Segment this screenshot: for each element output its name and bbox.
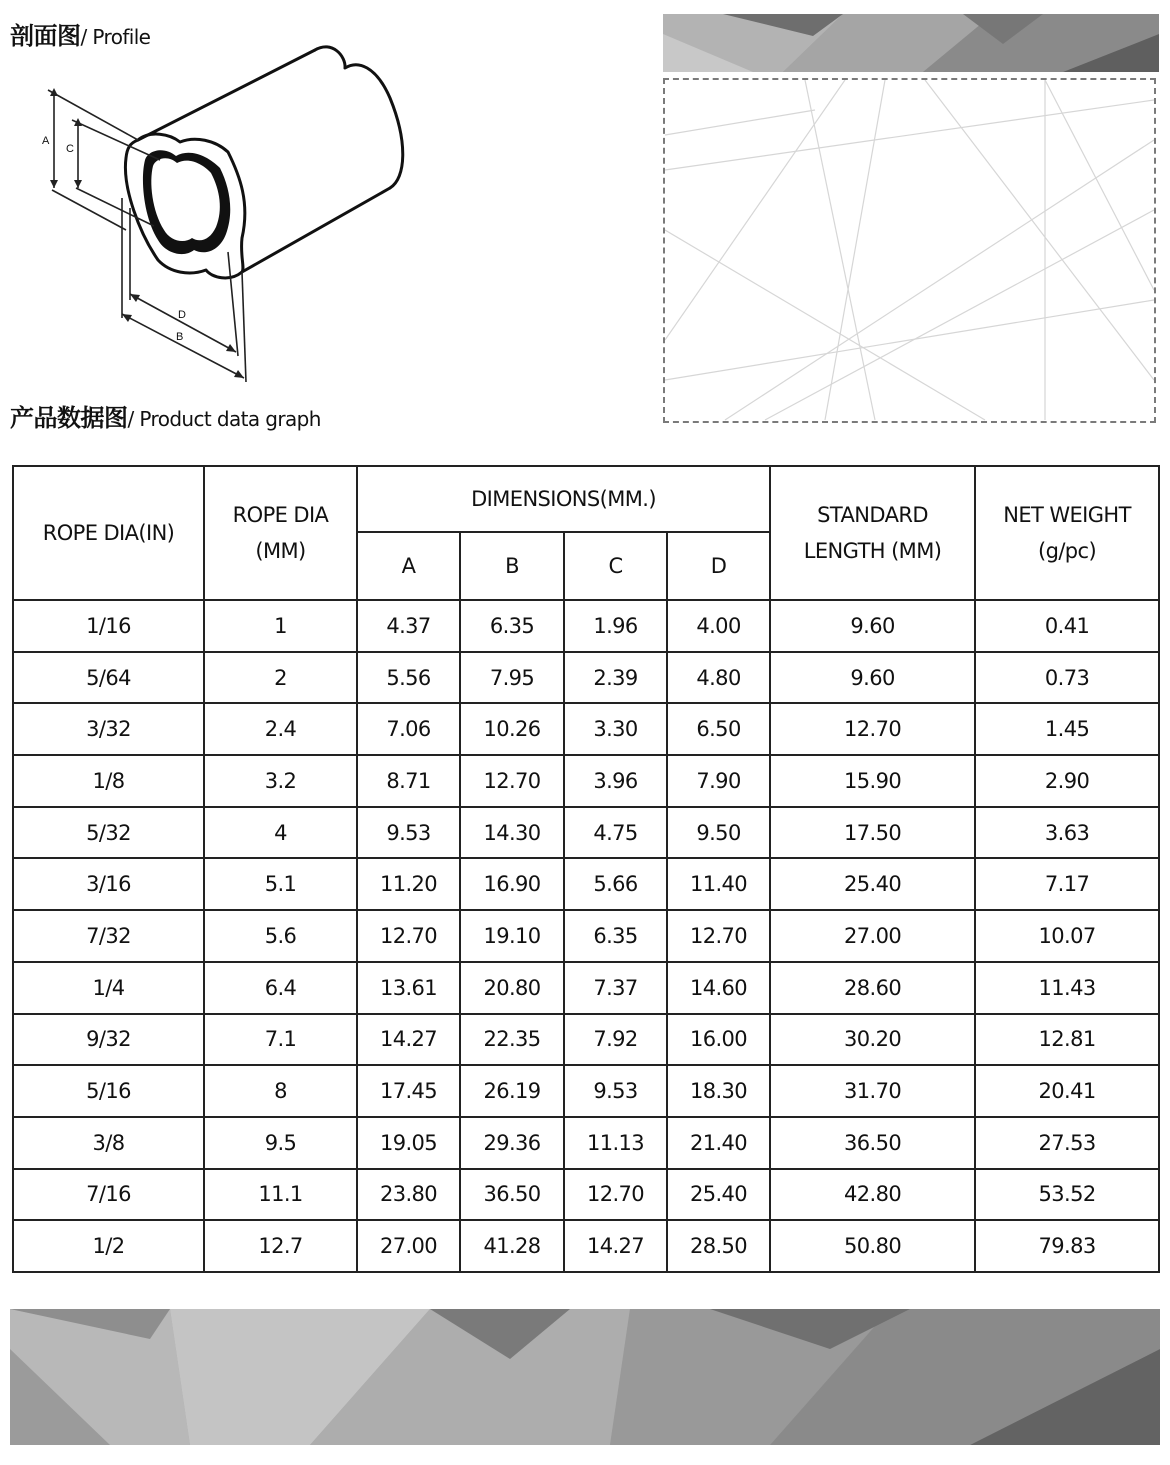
header-dimensions: DIMENSIONS(MM.) bbox=[357, 466, 770, 532]
cell-rope-dia-in: 7/32 bbox=[13, 910, 204, 962]
table-row bbox=[13, 1014, 1159, 1066]
cell-dim-a: 5.56 bbox=[357, 652, 460, 704]
profile-heading-en: / Profile bbox=[80, 25, 151, 49]
cell-dim-c: 3.30 bbox=[564, 703, 667, 755]
table-row bbox=[13, 858, 1159, 910]
cell-dim-d: 16.00 bbox=[667, 1014, 770, 1066]
cell-rope-dia-mm: 4 bbox=[204, 807, 357, 859]
header-dim-d: D bbox=[667, 532, 770, 600]
table-body bbox=[13, 600, 1159, 1272]
cell-rope-dia-in: 1/16 bbox=[13, 600, 204, 652]
cell-dim-c: 9.53 bbox=[564, 1065, 667, 1117]
cell-rope-dia-mm: 11.1 bbox=[204, 1169, 357, 1221]
cell-dim-d: 18.30 bbox=[667, 1065, 770, 1117]
table-row bbox=[13, 962, 1159, 1014]
cell-net-weight: 2.90 bbox=[975, 755, 1159, 807]
line-pattern-graphic bbox=[665, 80, 1154, 421]
decorative-banner-bottom bbox=[10, 1309, 1160, 1445]
cell-standard-length: 28.60 bbox=[770, 962, 975, 1014]
cell-net-weight: 3.63 bbox=[975, 807, 1159, 859]
cell-net-weight: 0.73 bbox=[975, 652, 1159, 704]
cell-dim-a: 23.80 bbox=[357, 1169, 460, 1221]
cell-rope-dia-mm: 5.1 bbox=[204, 858, 357, 910]
cell-dim-c: 6.35 bbox=[564, 910, 667, 962]
cell-dim-b: 20.80 bbox=[460, 962, 564, 1014]
cell-dim-d: 21.40 bbox=[667, 1117, 770, 1169]
diagram-label-d: D bbox=[178, 309, 186, 321]
cell-standard-length: 30.20 bbox=[770, 1014, 975, 1066]
cell-net-weight: 0.41 bbox=[975, 600, 1159, 652]
cell-dim-a: 7.06 bbox=[357, 703, 460, 755]
cell-net-weight: 53.52 bbox=[975, 1169, 1159, 1221]
cell-dim-b: 7.95 bbox=[460, 652, 564, 704]
cell-dim-d: 14.60 bbox=[667, 962, 770, 1014]
cell-standard-length: 9.60 bbox=[770, 652, 975, 704]
cell-rope-dia-mm: 6.4 bbox=[204, 962, 357, 1014]
cell-dim-a: 13.61 bbox=[357, 962, 460, 1014]
cell-rope-dia-mm: 5.6 bbox=[204, 910, 357, 962]
table-row bbox=[13, 1169, 1159, 1221]
cell-rope-dia-mm: 8 bbox=[204, 1065, 357, 1117]
cell-standard-length: 12.70 bbox=[770, 703, 975, 755]
cell-net-weight: 27.53 bbox=[975, 1117, 1159, 1169]
cell-rope-dia-in: 3/8 bbox=[13, 1117, 204, 1169]
cell-net-weight: 7.17 bbox=[975, 858, 1159, 910]
table-header bbox=[13, 466, 1159, 600]
cell-dim-d: 4.80 bbox=[667, 652, 770, 704]
cell-dim-d: 6.50 bbox=[667, 703, 770, 755]
sleeve-profile-diagram bbox=[30, 38, 430, 388]
cell-standard-length: 50.80 bbox=[770, 1220, 975, 1272]
cell-dim-c: 7.92 bbox=[564, 1014, 667, 1066]
cell-dim-a: 17.45 bbox=[357, 1065, 460, 1117]
cell-rope-dia-mm: 1 bbox=[204, 600, 357, 652]
header-standard-length: STANDARD LENGTH (MM) bbox=[770, 466, 975, 600]
cell-net-weight: 10.07 bbox=[975, 910, 1159, 962]
cell-standard-length: 27.00 bbox=[770, 910, 975, 962]
cell-net-weight: 20.41 bbox=[975, 1065, 1159, 1117]
header-rope-dia-mm: ROPE DIA (MM) bbox=[204, 466, 357, 600]
cell-dim-a: 27.00 bbox=[357, 1220, 460, 1272]
table-row bbox=[13, 1117, 1159, 1169]
cell-net-weight: 12.81 bbox=[975, 1014, 1159, 1066]
cell-dim-b: 14.30 bbox=[460, 807, 564, 859]
header-dim-c: C bbox=[564, 532, 667, 600]
image-placeholder-frame bbox=[663, 78, 1156, 423]
cell-dim-c: 7.37 bbox=[564, 962, 667, 1014]
cell-rope-dia-mm: 2.4 bbox=[204, 703, 357, 755]
cell-dim-b: 36.50 bbox=[460, 1169, 564, 1221]
cell-rope-dia-mm: 3.2 bbox=[204, 755, 357, 807]
cell-rope-dia-in: 1/8 bbox=[13, 755, 204, 807]
header-rope-dia-in: ROPE DIA(IN) bbox=[13, 466, 204, 600]
table-row bbox=[13, 652, 1159, 704]
table-row bbox=[13, 600, 1159, 652]
cell-dim-d: 9.50 bbox=[667, 807, 770, 859]
cell-rope-dia-in: 5/32 bbox=[13, 807, 204, 859]
cell-dim-b: 22.35 bbox=[460, 1014, 564, 1066]
cell-dim-c: 14.27 bbox=[564, 1220, 667, 1272]
cell-net-weight: 79.83 bbox=[975, 1220, 1159, 1272]
cell-dim-b: 19.10 bbox=[460, 910, 564, 962]
cell-rope-dia-in: 9/32 bbox=[13, 1014, 204, 1066]
cell-rope-dia-in: 1/2 bbox=[13, 1220, 204, 1272]
cell-dim-b: 12.70 bbox=[460, 755, 564, 807]
cell-dim-b: 6.35 bbox=[460, 600, 564, 652]
cell-rope-dia-mm: 12.7 bbox=[204, 1220, 357, 1272]
header-net-weight: NET WEIGHT (g/pc) bbox=[975, 466, 1159, 600]
cell-dim-a: 9.53 bbox=[357, 807, 460, 859]
cell-rope-dia-in: 5/64 bbox=[13, 652, 204, 704]
table-row bbox=[13, 703, 1159, 755]
cell-net-weight: 1.45 bbox=[975, 703, 1159, 755]
cell-dim-c: 2.39 bbox=[564, 652, 667, 704]
profile-heading-zh: 剖面图 bbox=[10, 22, 81, 50]
cell-dim-b: 10.26 bbox=[460, 703, 564, 755]
cell-rope-dia-in: 5/16 bbox=[13, 1065, 204, 1117]
cell-dim-a: 19.05 bbox=[357, 1117, 460, 1169]
cell-rope-dia-in: 3/16 bbox=[13, 858, 204, 910]
cell-dim-b: 16.90 bbox=[460, 858, 564, 910]
decorative-banner-top bbox=[663, 14, 1159, 72]
cell-standard-length: 31.70 bbox=[770, 1065, 975, 1117]
cell-dim-b: 26.19 bbox=[460, 1065, 564, 1117]
table-row bbox=[13, 1220, 1159, 1272]
cell-rope-dia-in: 1/4 bbox=[13, 962, 204, 1014]
cell-standard-length: 42.80 bbox=[770, 1169, 975, 1221]
cell-dim-a: 11.20 bbox=[357, 858, 460, 910]
cell-dim-d: 12.70 bbox=[667, 910, 770, 962]
diagram-label-c: C bbox=[66, 143, 74, 155]
cell-dim-d: 28.50 bbox=[667, 1220, 770, 1272]
graph-heading-zh: 产品数据图 bbox=[10, 404, 128, 432]
diagram-label-a: A bbox=[42, 135, 50, 147]
cell-rope-dia-in: 7/16 bbox=[13, 1169, 204, 1221]
cell-net-weight: 11.43 bbox=[975, 962, 1159, 1014]
cell-dim-c: 12.70 bbox=[564, 1169, 667, 1221]
spec-table bbox=[12, 465, 1160, 1273]
table-row bbox=[13, 755, 1159, 807]
cell-standard-length: 15.90 bbox=[770, 755, 975, 807]
cell-standard-length: 25.40 bbox=[770, 858, 975, 910]
cell-dim-d: 11.40 bbox=[667, 858, 770, 910]
cell-dim-c: 4.75 bbox=[564, 807, 667, 859]
cell-standard-length: 36.50 bbox=[770, 1117, 975, 1169]
cell-dim-c: 5.66 bbox=[564, 858, 667, 910]
table-row bbox=[13, 807, 1159, 859]
cell-dim-a: 14.27 bbox=[357, 1014, 460, 1066]
cell-dim-a: 8.71 bbox=[357, 755, 460, 807]
cell-dim-a: 12.70 bbox=[357, 910, 460, 962]
cell-standard-length: 17.50 bbox=[770, 807, 975, 859]
cell-dim-d: 4.00 bbox=[667, 600, 770, 652]
cell-standard-length: 9.60 bbox=[770, 600, 975, 652]
header-dim-b: B bbox=[460, 532, 564, 600]
cell-dim-c: 11.13 bbox=[564, 1117, 667, 1169]
cell-dim-c: 1.96 bbox=[564, 600, 667, 652]
diagram-label-b: B bbox=[176, 331, 184, 343]
cell-dim-d: 7.90 bbox=[667, 755, 770, 807]
cell-rope-dia-mm: 7.1 bbox=[204, 1014, 357, 1066]
cell-dim-d: 25.40 bbox=[667, 1169, 770, 1221]
cell-rope-dia-mm: 2 bbox=[204, 652, 357, 704]
table-row bbox=[13, 1065, 1159, 1117]
graph-heading-en: / Product data graph bbox=[127, 407, 321, 431]
cell-dim-b: 29.36 bbox=[460, 1117, 564, 1169]
cell-dim-b: 41.28 bbox=[460, 1220, 564, 1272]
graph-heading bbox=[10, 398, 321, 433]
cell-rope-dia-in: 3/32 bbox=[13, 703, 204, 755]
cell-dim-c: 3.96 bbox=[564, 755, 667, 807]
table-row bbox=[13, 910, 1159, 962]
header-dim-a: A bbox=[357, 532, 460, 600]
cell-rope-dia-mm: 9.5 bbox=[204, 1117, 357, 1169]
cell-dim-a: 4.37 bbox=[357, 600, 460, 652]
